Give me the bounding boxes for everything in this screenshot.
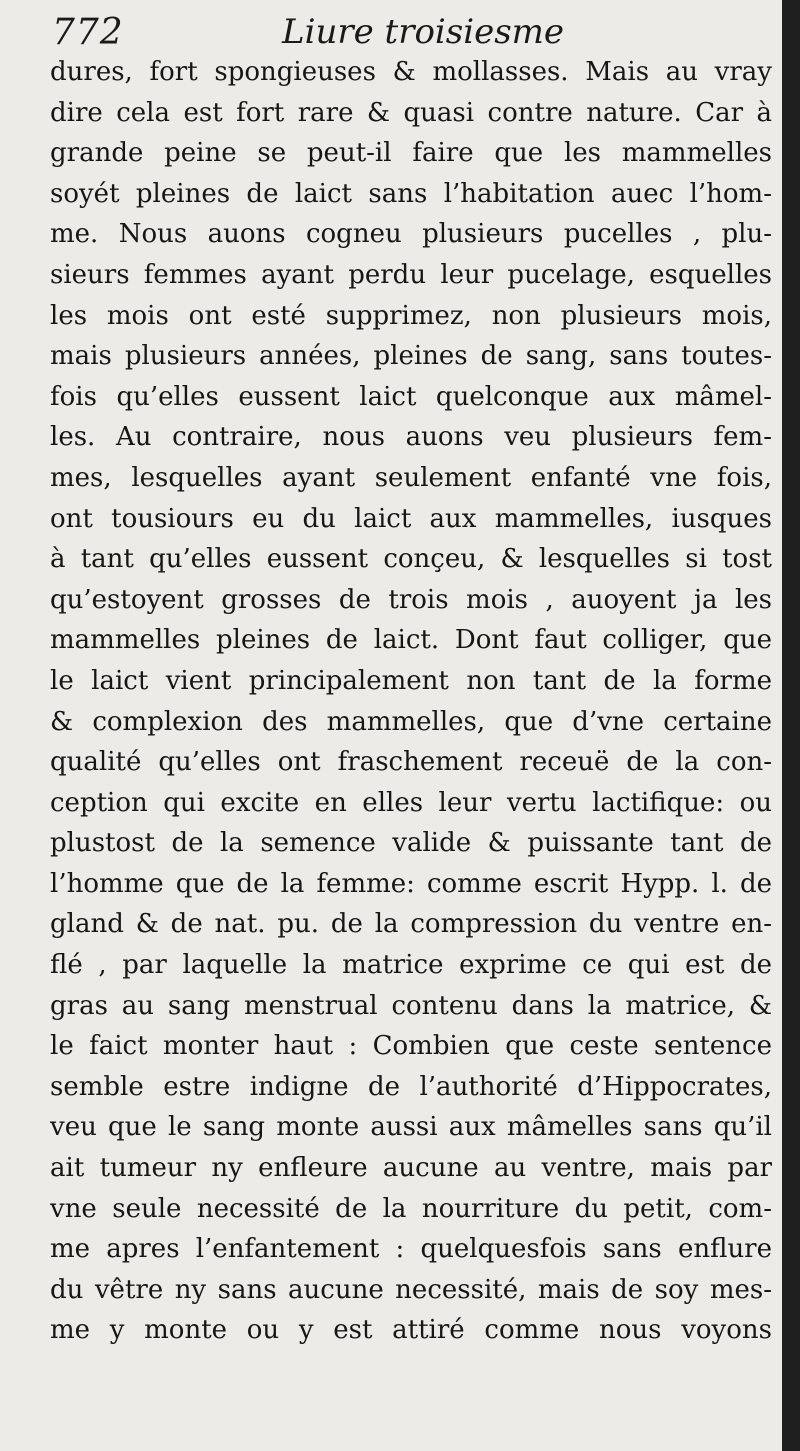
text-line: sieurs femmes ayant perdu leur pucelage, esquelles — [50, 259, 772, 290]
text-line: ont tousiours eu du laict aux mammelles, iusques — [50, 503, 772, 534]
text-line: qu’estoyent grosses de trois mois , auoyent ja les — [50, 584, 772, 615]
page-number: 772 — [52, 12, 124, 53]
text-line: les. Au contraire, nous auons veu plusieurs fem- — [50, 422, 772, 453]
text-line: vne seule necessité de la nourriture du petit, com- — [50, 1193, 772, 1224]
text-line: me y monte ou y est attiré comme nous voyons — [50, 1315, 772, 1346]
text-line: le laict vient principalement non tant de la forme — [50, 665, 772, 696]
running-title: Liure troisiesme — [282, 12, 565, 52]
text-line: dire cela est fort rare & quasi contre nature. Car à — [50, 97, 772, 128]
text-line: gras au sang menstrual contenu dans la matrice, & — [50, 990, 772, 1021]
text-line: ait tumeur ny enfleure aucune au ventre, mais par — [50, 1153, 772, 1184]
text-line: du vêtre ny sans aucune necessité, mais de soy mes- — [50, 1274, 772, 1305]
text-line: flé , par laquelle la matrice exprime ce qui est de — [50, 950, 772, 981]
text-line: le faict monter haut : Combien que ceste sentence — [50, 1031, 772, 1062]
text-line: veu que le sang monte aussi aux mâmelles sans qu’il — [50, 1112, 772, 1143]
text-line: mais plusieurs années, pleines de sang, sans toutes- — [50, 341, 772, 372]
body-text — [50, 52, 772, 1351]
text-line: mes, lesquelles ayant seulement enfanté vne fois, — [50, 462, 772, 493]
text-line: semble estre indigne de l’authorité d’Hippocrates, — [50, 1071, 772, 1102]
text-line: qualité qu’elles ont fraschement receuë de la con- — [50, 747, 772, 778]
text-line: les mois ont esté supprimez, non plusieurs mois, — [50, 300, 772, 331]
text-line: dures, fort spongieuses & mollasses. Mais au vray — [50, 57, 772, 87]
text-line: grande peine se peut-il faire que les mammelles — [50, 138, 772, 169]
text-line: ception qui excite en elles leur vertu lactifique: ou — [50, 787, 772, 818]
text-line: à tant qu’elles eussent conçeu, & lesquelles si tost — [50, 544, 772, 575]
text-line: soyét pleines de laict sans l’habitation auec l’hom- — [50, 178, 772, 209]
text-line: plustost de la semence valide & puissante tant de — [50, 828, 772, 859]
text-line: me apres l’enfantement : quelquesfois sans enflure — [50, 1234, 772, 1265]
page-edge-shadow — [782, 0, 800, 1451]
text-line: gland & de nat. pu. de la compression du ventre en- — [50, 909, 772, 940]
page-header — [52, 10, 772, 56]
text-line: me. Nous auons cogneu plusieurs pucelles , plu- — [50, 219, 772, 250]
text-line: fois qu’elles eussent laict quelconque aux mâmel- — [50, 381, 772, 412]
text-line: mammelles pleines de laict. Dont faut colliger, que — [50, 625, 772, 656]
text-line: l’homme que de la femme: comme escrit Hypp. l. de — [50, 868, 772, 899]
text-line: & complexion des mammelles, que d’vne certaine — [50, 706, 772, 737]
